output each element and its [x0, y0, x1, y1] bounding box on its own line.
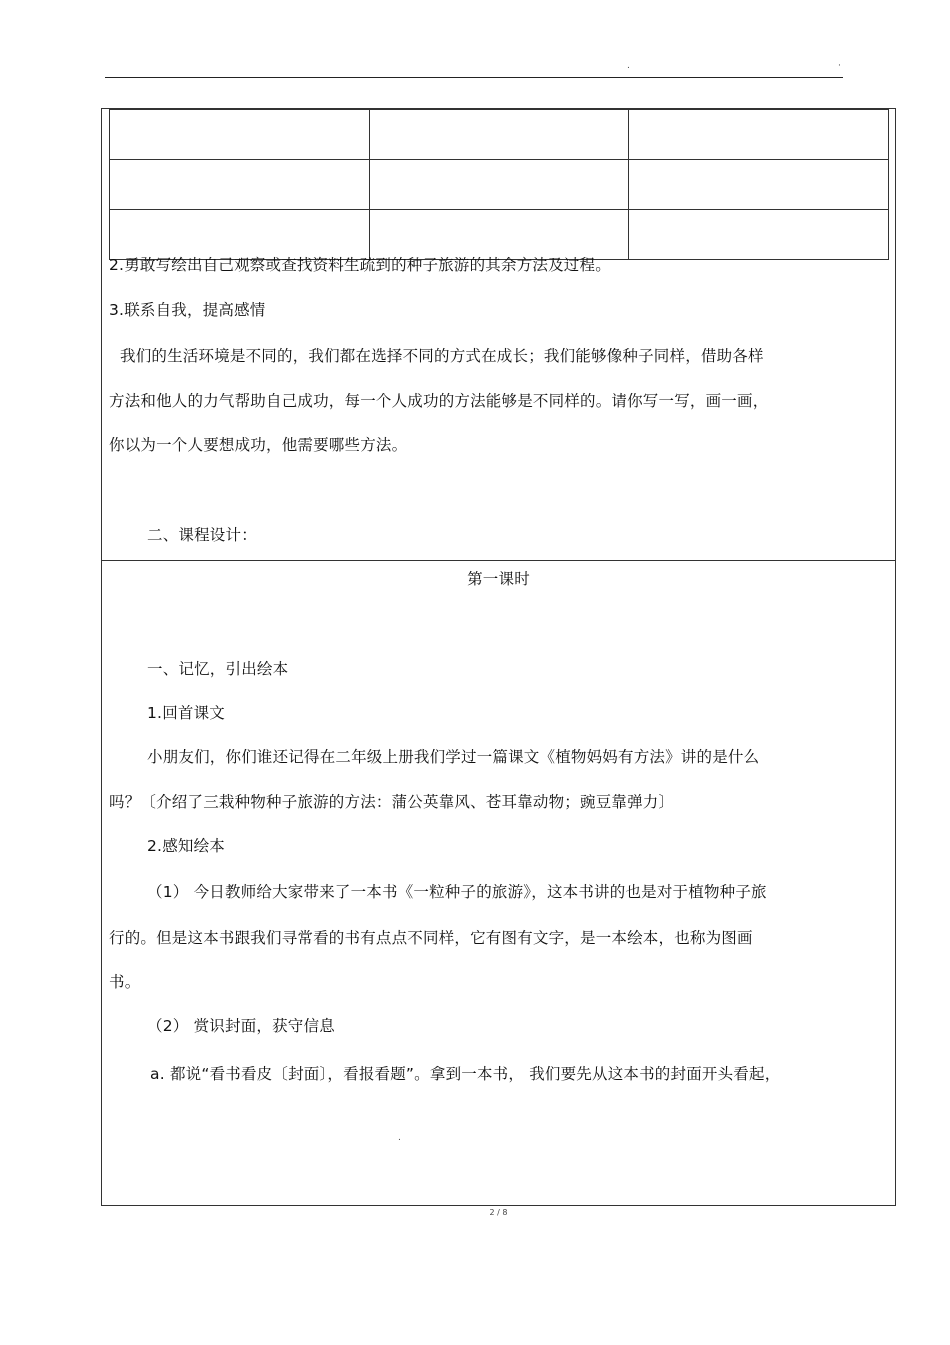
header-rule	[105, 77, 843, 78]
table-cell	[629, 210, 889, 260]
table-cell	[110, 210, 370, 260]
item2-text: 2.勇敢写绘出自己观察或查找资料生疏到的种子旅游的其余方法及过程。	[109, 256, 611, 274]
table-row	[110, 210, 889, 260]
para-line: 你以为一个人要想成功，他需要哪些方法。	[109, 436, 408, 454]
perceive-line: （1） 今日教师给大家带来了一本书《一粒种子的旅游》，这本书讲的也是对于植物种子旅	[147, 883, 767, 901]
course-design-heading: 二、课程设计：	[147, 526, 257, 544]
perceive-heading: 2.感知绘本	[147, 837, 225, 855]
cover-item-a: a. 都说“看书看皮〔封面〕，看报看题”。拿到一本书， 我们要先从这本书的封面开头看起，	[150, 1065, 781, 1083]
review-line: 吗？〔介绍了三栽种物种子旅游的方法：蒲公英靠风、苍耳靠动物；豌豆靠弹力〕	[109, 793, 675, 811]
header-mark-far: ·	[838, 61, 841, 71]
cover-heading: （2） 赏识封面，获守信息	[147, 1017, 335, 1035]
table-cell	[110, 110, 370, 160]
table-row	[110, 160, 889, 210]
part1-heading: 一、记忆，引出绘本	[147, 660, 289, 678]
frame-divider	[101, 560, 896, 561]
review-line: 小朋友们，你们谁还记得在二年级上册我们学过一篇课文《植物妈妈有方法》讲的是什么	[147, 748, 760, 766]
review-heading: 1.回首课文	[147, 704, 225, 722]
table-row	[110, 110, 889, 160]
header-mark: .	[627, 61, 630, 71]
table-cell	[629, 110, 889, 160]
stray-dot: .	[398, 1133, 401, 1143]
table-cell	[369, 210, 629, 260]
page-number: 2 / 8	[489, 1208, 508, 1217]
perceive-line: 书。	[109, 973, 141, 991]
table-cell	[369, 160, 629, 210]
para-line: 方法和他人的力气帮助自己成功，每一个人成功的方法能够是不同样的。请你写一写，画一画，	[109, 392, 769, 410]
empty-record-table	[109, 109, 889, 260]
para-line: 我们的生活环境是不同的，我们都在选择不同的方式在成长；我们能够像种子同样，借助各样	[120, 347, 764, 365]
table-cell	[629, 160, 889, 210]
table-cell	[110, 160, 370, 210]
table-cell	[369, 110, 629, 160]
perceive-line: 行的。但是这本书跟我们寻常看的书有点点不同样，它有图有文字，是一本绘本，也称为图画	[109, 929, 753, 947]
lesson-title: 第一课时	[467, 570, 530, 588]
item3-title: 3.联系自我，提高感情	[109, 301, 266, 319]
